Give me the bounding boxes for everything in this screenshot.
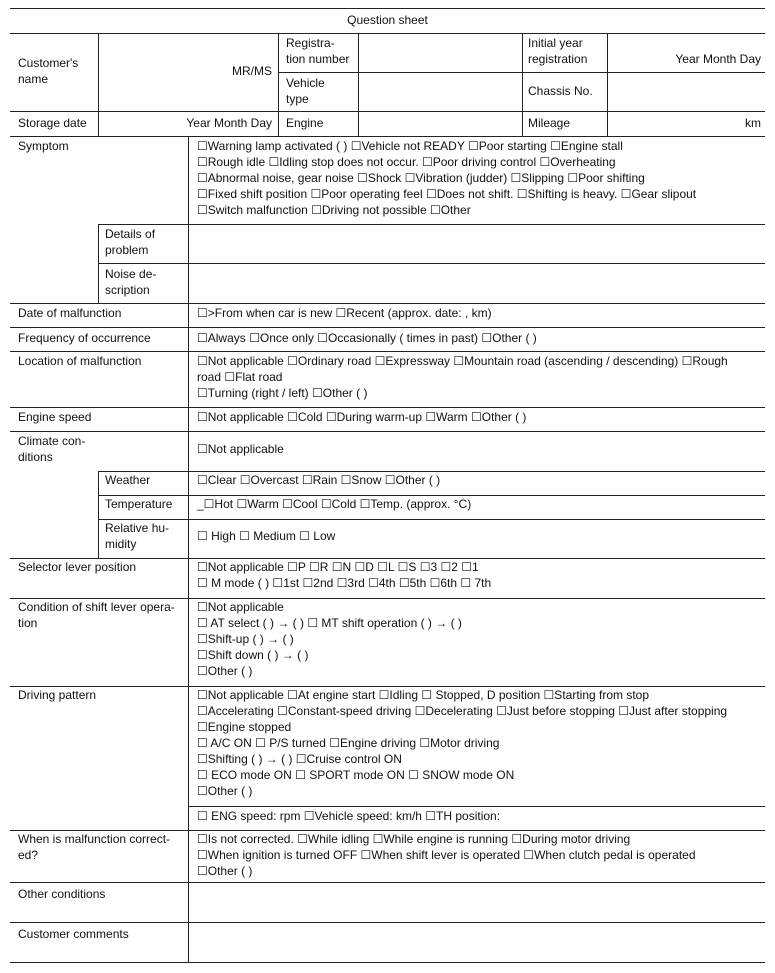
symptom-line[interactable]: ☐Switch malfunction ☐Driving not possible ☐Other bbox=[197, 203, 471, 217]
climate-not-applicable[interactable]: ☐Not applicable bbox=[197, 442, 284, 456]
shift-lever-line[interactable]: ☐Shift-up ( ) → ( ) bbox=[197, 632, 294, 646]
rule bbox=[607, 33, 608, 136]
shift-lever-line[interactable]: ☐Shift down ( ) → ( ) bbox=[197, 648, 309, 662]
details-of-problem-label: Details of problem bbox=[105, 227, 156, 257]
rule bbox=[358, 33, 359, 136]
customer-comments-label: Customer comments bbox=[18, 927, 129, 941]
relative-humidity-label: Relative hu- midity bbox=[105, 521, 170, 551]
rule bbox=[10, 882, 765, 883]
malfunction-corrected-label: When is malfunction correct- ed? bbox=[18, 832, 171, 862]
location-line[interactable]: ☐Turning (right / left) ☐Other ( ) bbox=[197, 386, 368, 400]
mileage-label: Mileage bbox=[528, 116, 571, 130]
noise-description-label: Noise de- scription bbox=[105, 267, 157, 297]
rule bbox=[522, 33, 523, 136]
engine-speed-options[interactable]: ☐Not applicable ☐Cold ☐During warm-up ☐Warm ☐Other ( ) bbox=[197, 410, 527, 424]
rule bbox=[10, 407, 765, 408]
mr-ms-label: MR/MS bbox=[232, 64, 272, 78]
engine-speed-label: Engine speed bbox=[18, 410, 92, 424]
rule bbox=[98, 224, 99, 303]
rule bbox=[98, 471, 99, 558]
driving-speed-line[interactable]: ☐ ENG speed: rpm ☐Vehicle speed: km/h ☐TH position: bbox=[197, 809, 501, 823]
rule-bottom bbox=[10, 962, 765, 963]
driving-pattern-label: Driving pattern bbox=[18, 688, 97, 702]
rule bbox=[98, 263, 765, 264]
driving-pattern-line[interactable]: ☐Accelerating ☐Constant-speed driving ☐Decelerating ☐Just before stopping ☐Just after stopping bbox=[197, 704, 728, 718]
rule bbox=[278, 33, 279, 136]
question-sheet bbox=[10, 8, 765, 963]
rule bbox=[10, 327, 765, 328]
mileage-unit: km bbox=[745, 116, 761, 130]
shift-lever-line[interactable]: ☐Other ( ) bbox=[197, 664, 253, 678]
climate-conditions-label: Climate con- ditions bbox=[18, 434, 86, 464]
rule bbox=[10, 136, 765, 137]
symptom-line[interactable]: ☐Rough idle ☐Idling stop does not occur. ☐Poor driving control ☐Overheating bbox=[197, 155, 616, 169]
shift-lever-line[interactable]: ☐Not applicable bbox=[197, 600, 284, 614]
weather-label: Weather bbox=[105, 473, 151, 487]
customer-name-label: Customer's name bbox=[18, 56, 79, 86]
sheet-title: Question sheet bbox=[347, 13, 428, 27]
rule bbox=[10, 922, 765, 923]
driving-pattern-line[interactable]: ☐ A/C ON ☐ P/S turned ☐Engine driving ☐Motor driving bbox=[197, 736, 500, 750]
rule bbox=[98, 33, 99, 136]
location-line[interactable]: ☐Not applicable ☐Ordinary road ☐Expressway ☐Mountain road (ascending / descending) ☐Rough bbox=[197, 354, 728, 368]
frequency-label: Frequency of occurrence bbox=[18, 331, 151, 345]
storage-date-value: Year Month Day bbox=[186, 116, 272, 130]
driving-pattern-line[interactable]: ☐Not applicable ☐At engine start ☐Idling ☐ Stopped, D position ☐Starting from stop bbox=[197, 688, 650, 702]
rule-top bbox=[10, 8, 765, 9]
initial-year-registration-value: Year Month Day bbox=[675, 52, 761, 66]
shift-lever-line[interactable]: ☐ AT select ( ) → ( ) ☐ MT shift operation ( ) → ( ) bbox=[197, 616, 462, 630]
temperature-options[interactable]: _☐Hot ☐Warm ☐Cool ☐Cold ☐Temp. (approx. °C) bbox=[197, 497, 472, 511]
selector-lever-line[interactable]: ☐ M mode ( ) ☐1st ☐2nd ☐3rd ☐4th ☐5th ☐6th ☐ 7th bbox=[197, 576, 492, 590]
driving-pattern-line[interactable]: ☐ ECO mode ON ☐ SPORT mode ON ☐ SNOW mode ON bbox=[197, 768, 515, 782]
vehicle-type-label: Vehicle type bbox=[286, 76, 325, 106]
location-line[interactable]: road ☐Flat road bbox=[197, 370, 283, 384]
date-of-malfunction-options[interactable]: ☐>From when car is new ☐Recent (approx. date: , km) bbox=[197, 306, 492, 320]
engine-label: Engine bbox=[286, 116, 324, 130]
rule bbox=[10, 351, 765, 352]
registration-number-label: Registra- tion number bbox=[286, 36, 350, 66]
malfunction-corrected-line[interactable]: ☐When ignition is turned OFF ☐When shift lever is operated ☐When clutch pedal is operated bbox=[197, 848, 696, 862]
rule bbox=[98, 519, 765, 520]
driving-pattern-line[interactable]: ☐Other ( ) bbox=[197, 784, 253, 798]
rule bbox=[10, 303, 765, 304]
symptom-line[interactable]: ☐Warning lamp activated ( ) ☐Vehicle not READY ☐Poor starting ☐Engine stall bbox=[197, 139, 623, 153]
rule bbox=[10, 431, 765, 432]
rule bbox=[188, 806, 765, 807]
driving-pattern-line[interactable]: ☐Shifting ( ) → ( ) ☐Cruise control ON bbox=[197, 752, 402, 766]
date-of-malfunction-label: Date of malfunction bbox=[18, 306, 122, 320]
selector-lever-line[interactable]: ☐Not applicable ☐P ☐R ☐N ☐D ☐L ☐S ☐3 ☐2 ☐1 bbox=[197, 560, 479, 574]
chassis-no-label: Chassis No. bbox=[528, 84, 593, 98]
selector-lever-label: Selector lever position bbox=[18, 560, 137, 574]
driving-pattern-line[interactable]: ☐Engine stopped bbox=[197, 720, 292, 734]
humidity-options[interactable]: ☐ High ☐ Medium ☐ Low bbox=[197, 529, 336, 543]
storage-date-label: Storage date bbox=[18, 116, 87, 130]
rule bbox=[98, 224, 765, 225]
initial-year-registration-label: Initial year registration bbox=[528, 36, 588, 66]
rule bbox=[10, 111, 765, 112]
rule bbox=[188, 136, 189, 962]
symptom-label: Symptom bbox=[18, 139, 69, 153]
symptom-line[interactable]: ☐Fixed shift position ☐Poor operating feel ☐Does not shift. ☐Shifting is heavy. ☐Gear slipout bbox=[197, 187, 697, 201]
other-conditions-label: Other conditions bbox=[18, 887, 106, 901]
temperature-label: Temperature bbox=[105, 497, 173, 511]
malfunction-corrected-line[interactable]: ☐Other ( ) bbox=[197, 864, 253, 878]
rule bbox=[10, 33, 765, 34]
weather-options[interactable]: ☐Clear ☐Overcast ☐Rain ☐Snow ☐Other ( ) bbox=[197, 473, 441, 487]
symptom-line[interactable]: ☐Abnormal noise, gear noise ☐Shock ☐Vibration (judder) ☐Slipping ☐Poor shifting bbox=[197, 171, 645, 185]
shift-lever-label: Condition of shift lever opera- tion bbox=[18, 600, 175, 630]
malfunction-corrected-line[interactable]: ☐Is not corrected. ☐While idling ☐While engine is running ☐During motor driving bbox=[197, 832, 631, 846]
location-label: Location of malfunction bbox=[18, 354, 142, 368]
frequency-options[interactable]: ☐Always ☐Once only ☐Occasionally ( times in past) ☐Other ( ) bbox=[197, 331, 537, 345]
